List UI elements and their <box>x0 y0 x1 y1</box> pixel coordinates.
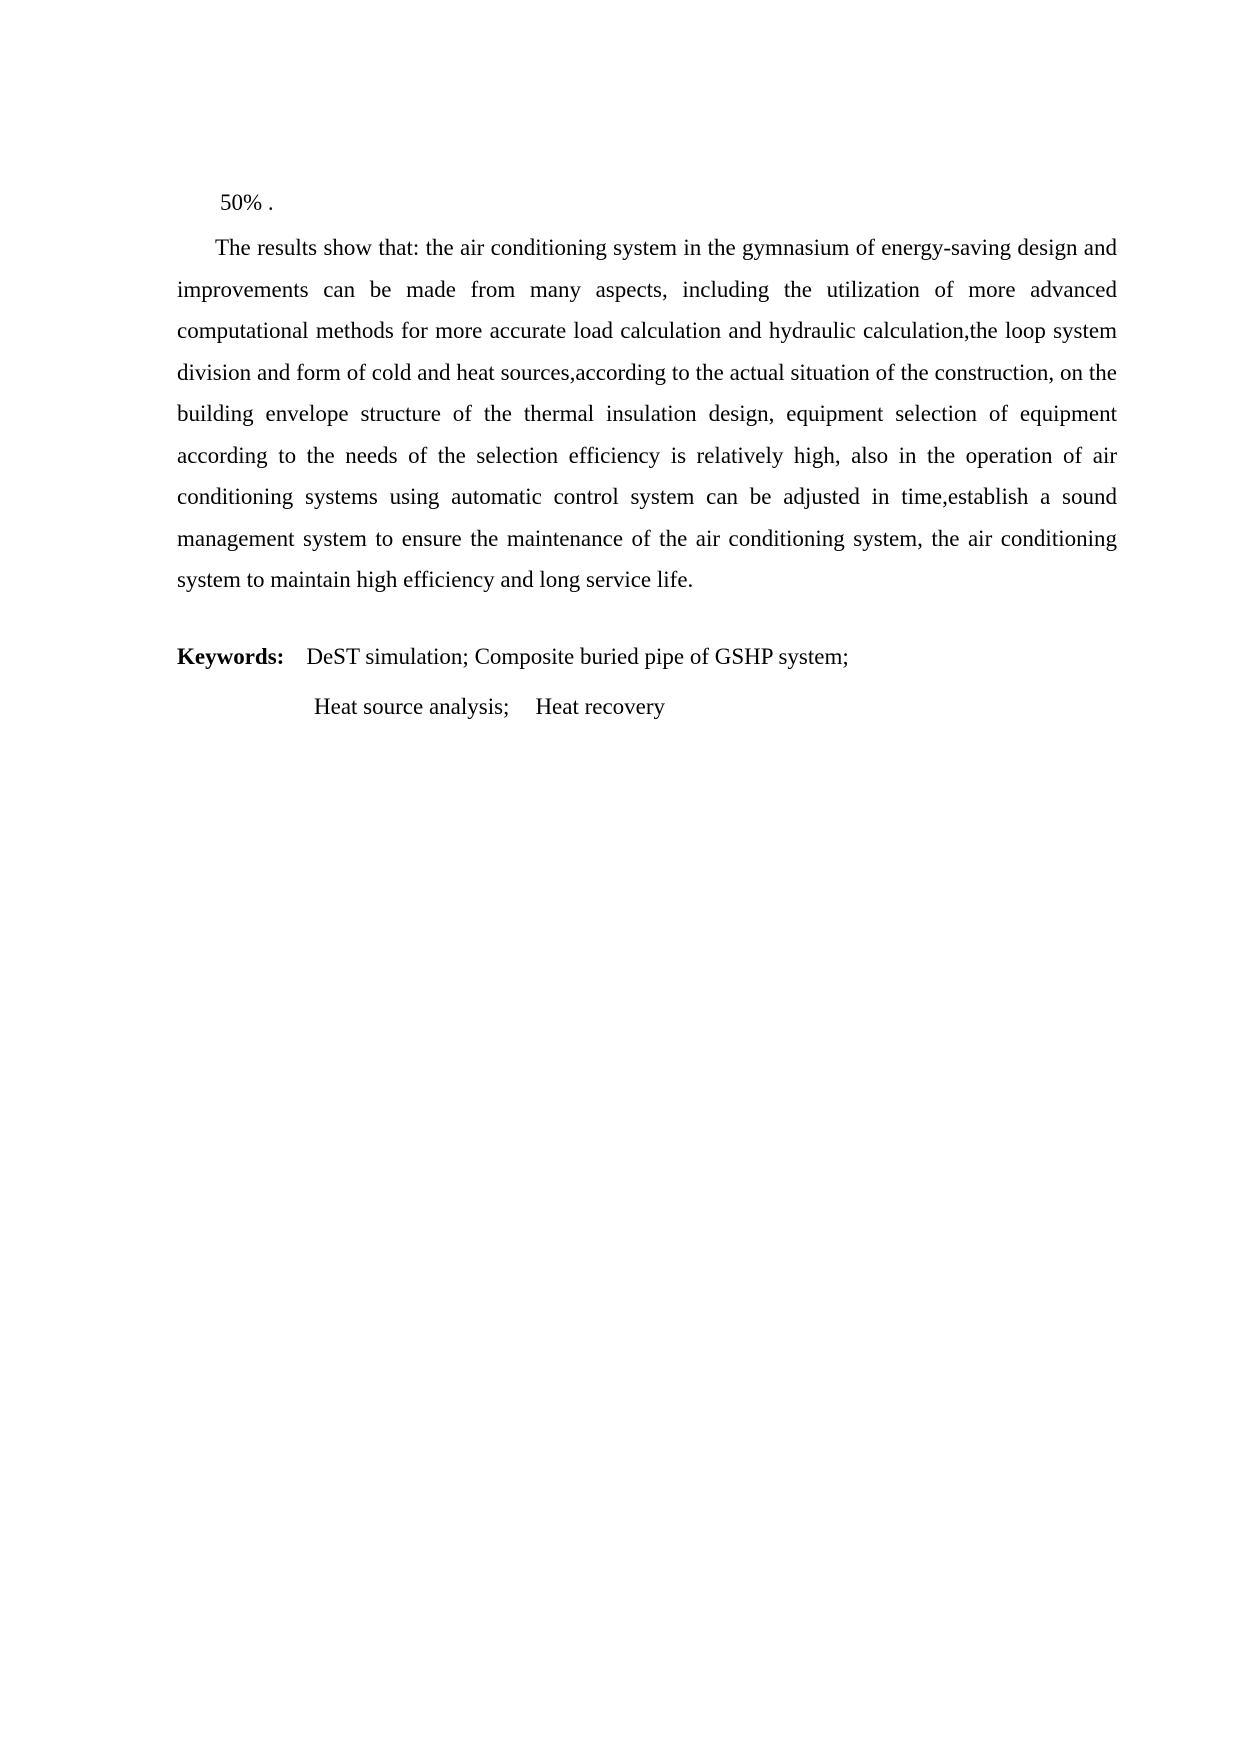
keywords-line <box>177 642 849 672</box>
continuation-text: 50% . <box>220 190 274 215</box>
keyword-heat-recovery: Heat recovery <box>535 694 666 719</box>
keywords-line2 <box>314 692 665 722</box>
keywords-label: Keywords: <box>177 644 285 669</box>
abstract-paragraph: The results show that: the air conditioning system in the gymnasium of energy-saving design and improvements can be made from many aspects, including the utilization of more advanced computational methods for more accurate load calculation and hydraulic calculation,the loop system division and form of cold and heat sources,according to the actual situation of the construction, on the building envelope structure of the thermal insulation design, equipment selection of equipment according to the needs of the selection efficiency is relatively high, also in the operation of air conditioning systems using automatic control system can be adjusted in time,establish a sound management system to ensure the maintenance of the air conditioning system, the air conditioning system to maintain high efficiency and long service life. <box>177 235 1117 592</box>
keyword-heat-source-analysis: Heat source analysis; <box>314 694 510 719</box>
keywords-text-line1: DeST simulation; Composite buried pipe of GSHP system; <box>306 644 849 669</box>
